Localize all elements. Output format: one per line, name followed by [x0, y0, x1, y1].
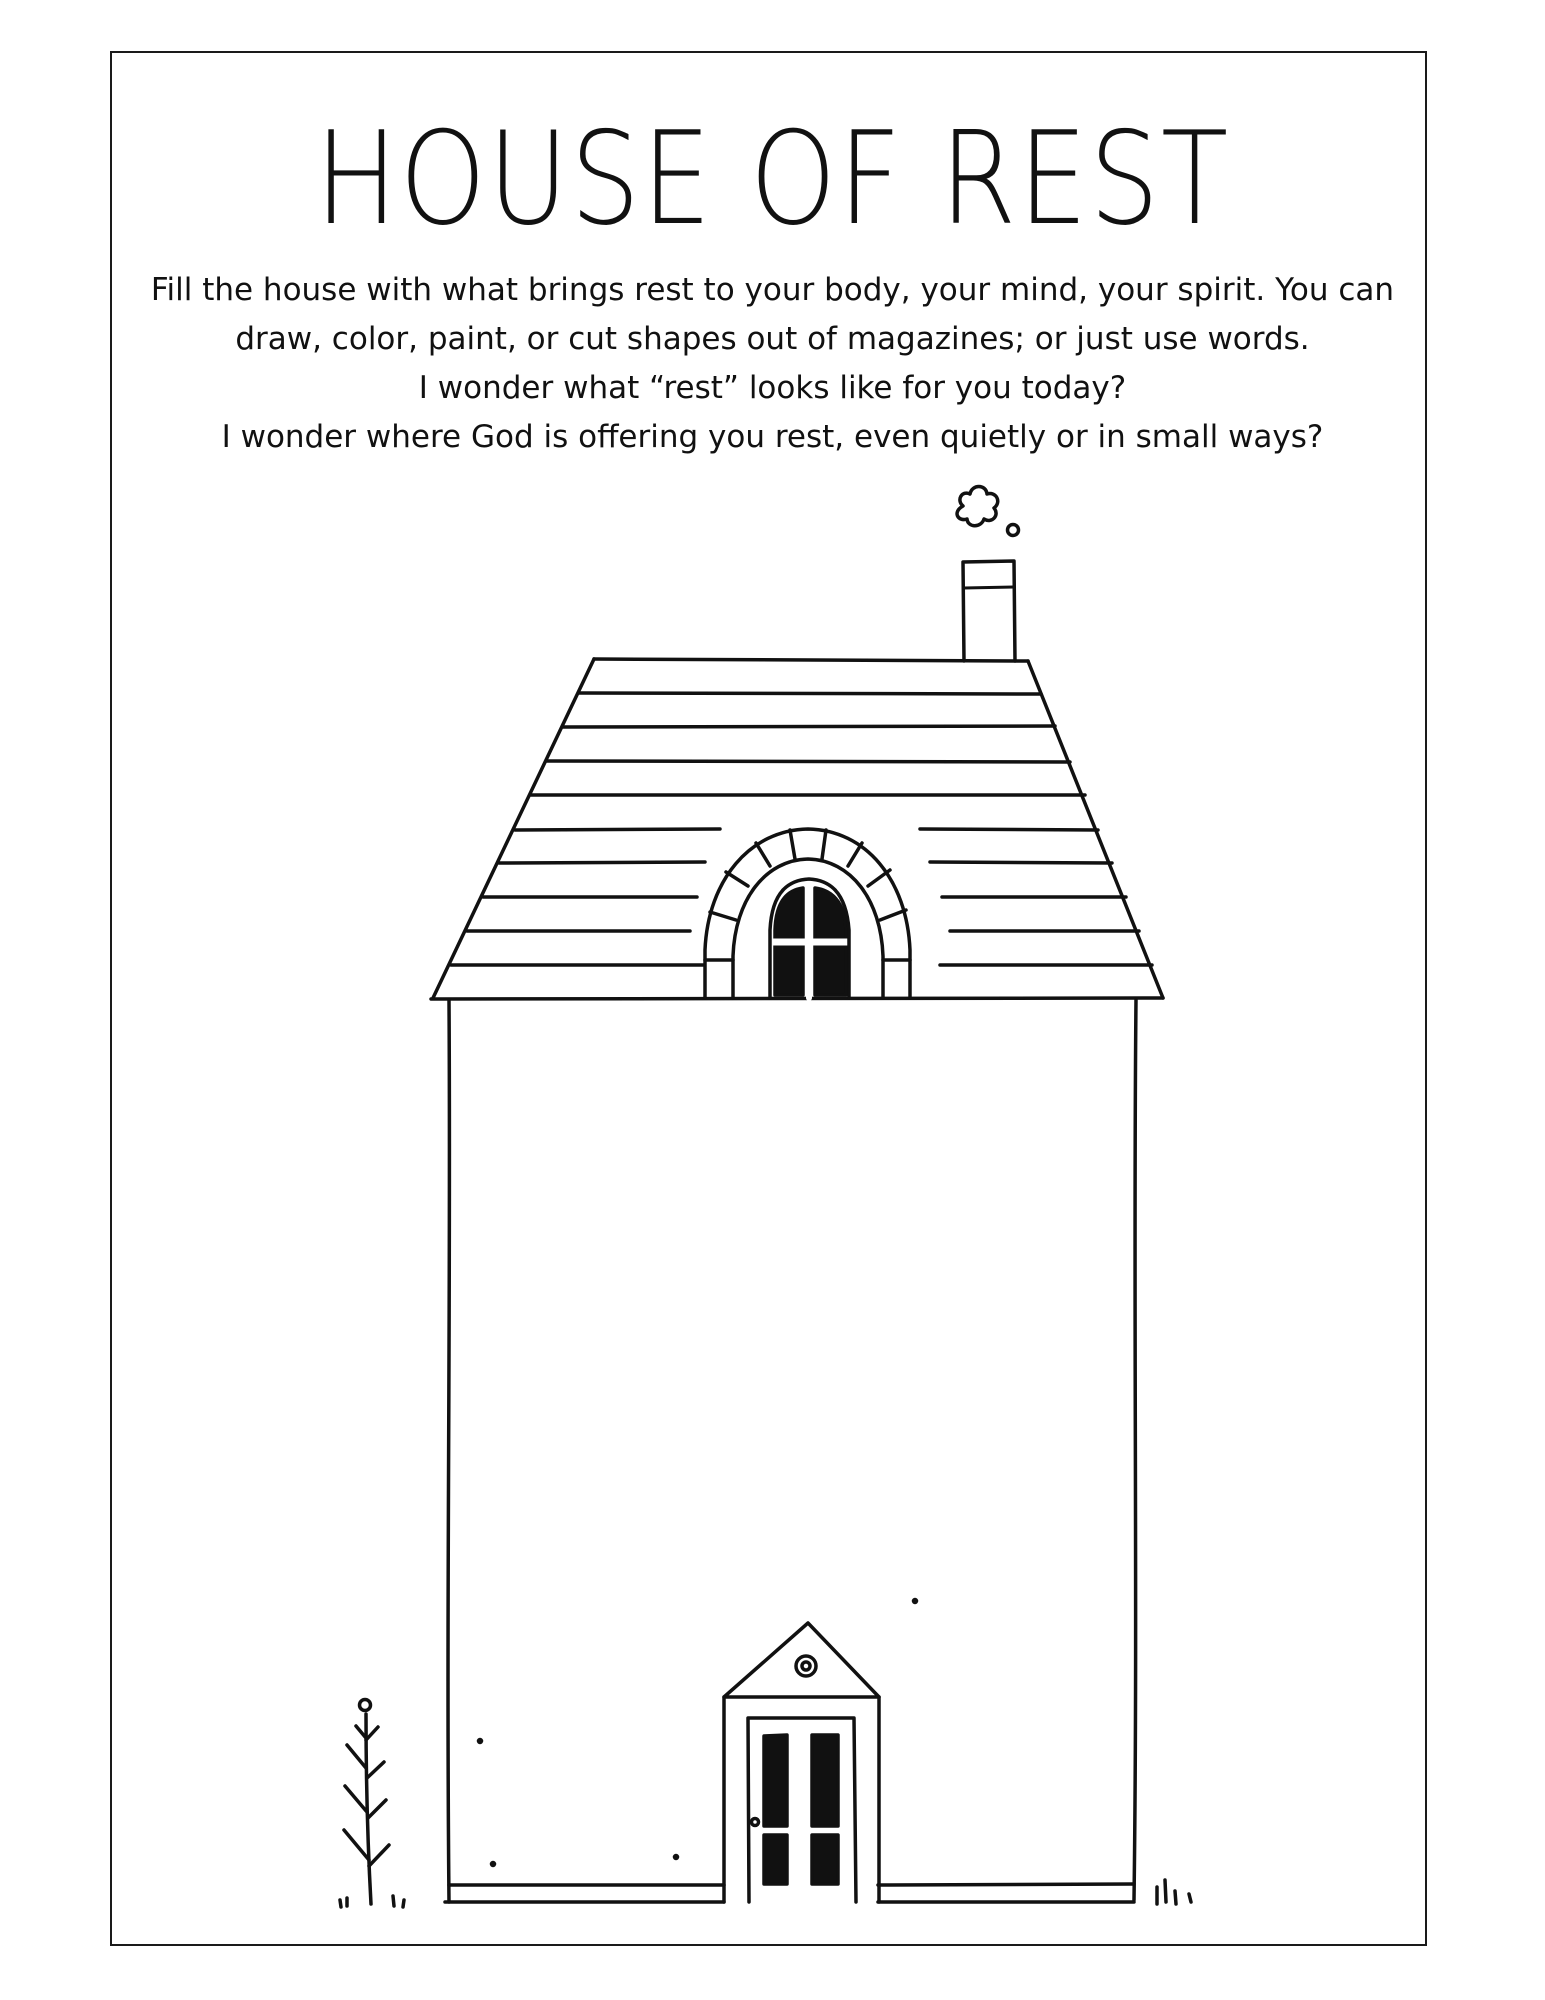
instruction-line: draw, color, paint, or cut shapes out of magazines; or just use words.: [235, 321, 1310, 357]
dormer-window-icon: [705, 829, 910, 998]
front-door-icon: [724, 1623, 879, 1902]
page-title: HOUSE OF REST: [315, 105, 1230, 254]
house-body-icon: [445, 1000, 1136, 1902]
sprout-icon: [344, 1700, 389, 1905]
instruction-line: I wonder where God is offering you rest, even quietly or in small ways?: [221, 419, 1324, 455]
smoke-puff-icon: [957, 487, 1018, 536]
instruction-line: I wonder what “rest” looks like for you today?: [418, 370, 1127, 406]
chimney-icon: [963, 561, 1015, 661]
instruction-line: Fill the house with what brings rest to your body, your mind, your spirit. You can: [150, 272, 1395, 308]
